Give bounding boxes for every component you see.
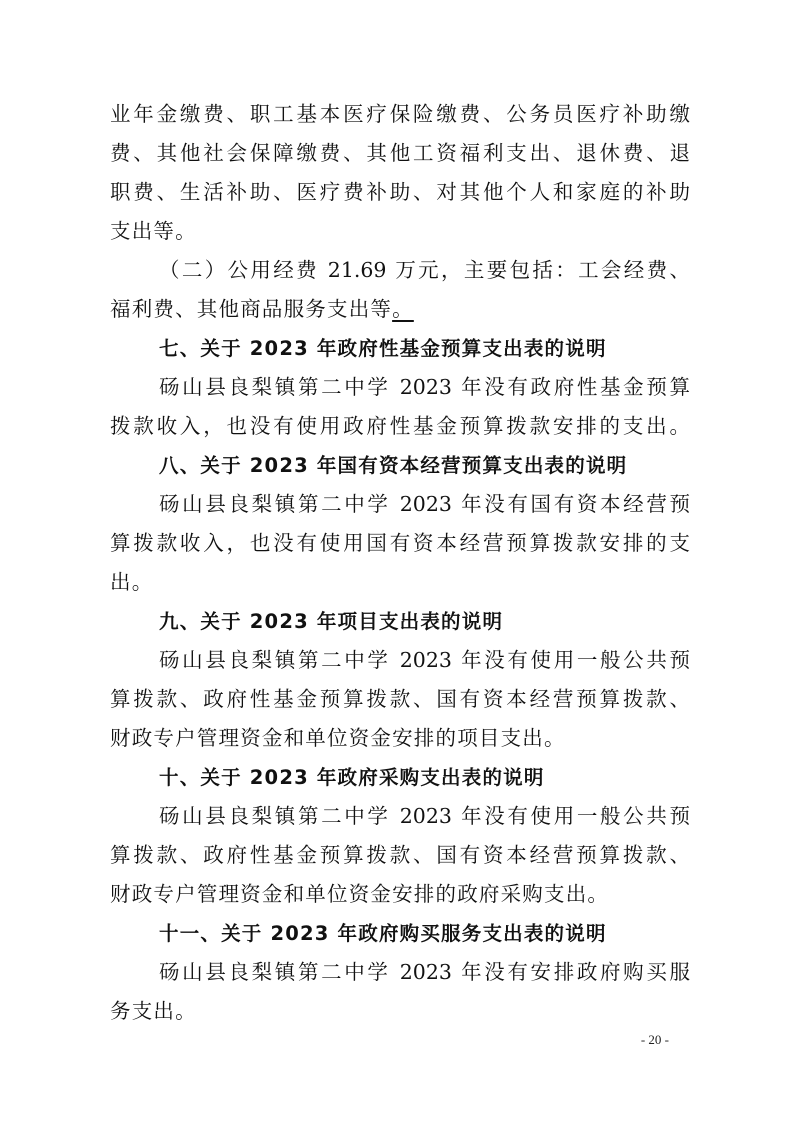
paragraph-text: 福利费、其他商品服务支出等 <box>110 297 393 321</box>
paragraph-line: 财政专户管理资金和单位资金安排的项目支出。 <box>110 726 566 750</box>
paragraph-line: 砀山县良梨镇第二中学 2023 年没有安排政府购买服 <box>159 960 690 984</box>
underlined-period: 。 <box>392 297 414 321</box>
page-number: - 20 - <box>640 1032 669 1047</box>
paragraph-line: 砀山县良梨镇第二中学 2023 年没有国有资本经营预 <box>159 492 690 516</box>
paragraph-line <box>110 291 690 328</box>
paragraph-line: 拨款收入，也没有使用政府性基金预算拨款安排的支出。 <box>110 414 690 438</box>
paragraph-line: 算拨款、政府性基金预算拨款、国有资本经营预算拨款、 <box>110 687 690 711</box>
paragraph-line: 算拨款收入，也没有使用国有资本经营预算拨款安排的支 <box>110 531 690 555</box>
section-heading: 十一、关于 2023 年政府购买服务支出表的说明 <box>159 922 607 945</box>
body-text <box>110 96 690 1030</box>
paragraph-line: 支出等。 <box>110 219 197 243</box>
section-heading: 八、关于 2023 年国有资本经营预算支出表的说明 <box>159 454 628 477</box>
paragraph-line: 业年金缴费、职工基本医疗保险缴费、公务员医疗补助缴 <box>110 102 690 126</box>
paragraph-line: 砀山县良梨镇第二中学 2023 年没有政府性基金预算 <box>159 375 690 399</box>
paragraph-line: （二）公用经费 21.69 万元，主要包括：工会经费、 <box>159 258 690 282</box>
section-heading: 七、关于 2023 年政府性基金预算支出表的说明 <box>159 337 607 360</box>
paragraph-line: 职费、生活补助、医疗费补助、对其他个人和家庭的补助 <box>110 180 690 204</box>
paragraph-line: 费、其他社会保障缴费、其他工资福利支出、退休费、退 <box>110 141 690 165</box>
section-heading: 十、关于 2023 年政府采购支出表的说明 <box>159 766 545 789</box>
section-heading: 九、关于 2023 年项目支出表的说明 <box>159 610 504 633</box>
paragraph-line: 财政专户管理资金和单位资金安排的政府采购支出。 <box>110 882 610 906</box>
paragraph-line: 砀山县良梨镇第二中学 2023 年没有使用一般公共预 <box>159 804 690 828</box>
paragraph-line: 出。 <box>110 570 154 594</box>
paragraph-line: 务支出。 <box>110 999 197 1023</box>
paragraph-line: 算拨款、政府性基金预算拨款、国有资本经营预算拨款、 <box>110 843 690 867</box>
paragraph-line: 砀山县良梨镇第二中学 2023 年没有使用一般公共预 <box>159 648 690 672</box>
